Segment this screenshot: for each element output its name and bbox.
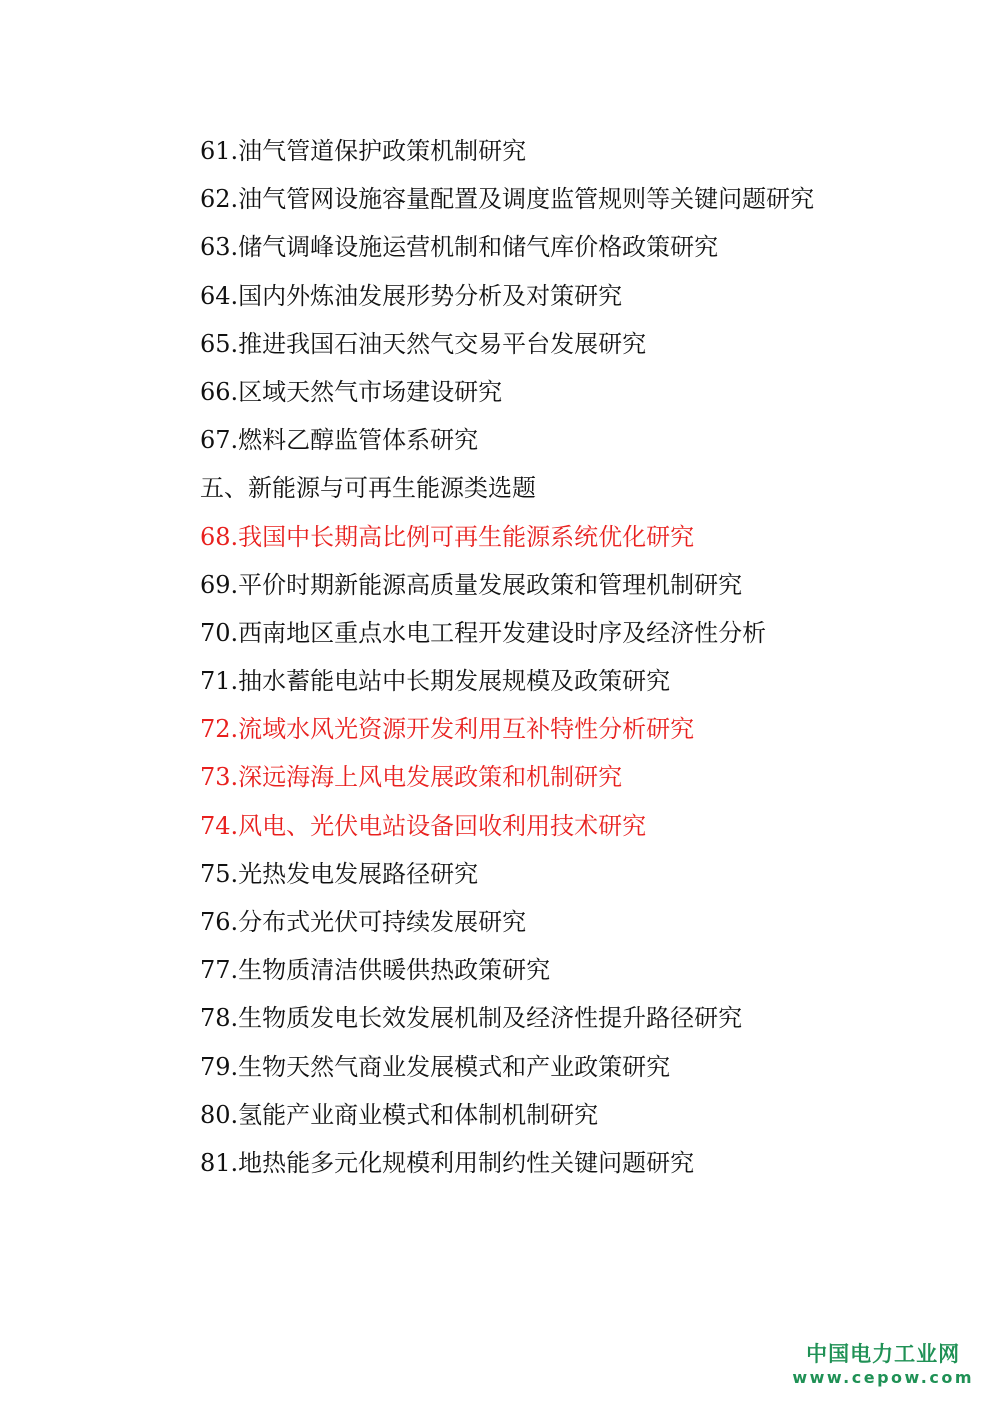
topic-item: 66.区域天然气市场建设研究 (200, 377, 503, 406)
topic-item: 69.平价时期新能源高质量发展政策和管理机制研究 (200, 570, 743, 599)
topic-list (200, 131, 960, 1191)
topic-item: 70.西南地区重点水电工程开发建设时序及经济性分析 (200, 618, 767, 647)
topic-item: 77.生物质清洁供暖供热政策研究 (200, 956, 551, 985)
section-heading: 五、新能源与可再生能源类选题 (200, 474, 536, 503)
topic-item: 63.储气调峰设施运营机制和储气库价格政策研究 (200, 233, 719, 262)
topic-item: 75.光热发电发展路径研究 (200, 859, 479, 888)
topic-item: 64.国内外炼油发展形势分析及对策研究 (200, 281, 623, 310)
watermark-site-url: www.cepow.com (792, 1368, 974, 1387)
topic-item: 67.燃料乙醇监管体系研究 (200, 426, 479, 455)
topic-item: 61.油气管道保护政策机制研究 (200, 137, 527, 165)
topic-item: 79.生物天然气商业发展模式和产业政策研究 (200, 1052, 671, 1081)
topic-item: 65.推进我国石油天然气交易平台发展研究 (200, 329, 647, 358)
topic-item: 78.生物质发电长效发展机制及经济性提升路径研究 (200, 1004, 743, 1033)
topic-item: 62.油气管网设施容量配置及调度监管规则等关键问题研究 (200, 185, 815, 214)
topic-item: 76.分布式光伏可持续发展研究 (200, 908, 527, 936)
site-watermark (792, 1341, 974, 1389)
topic-item: 68.我国中长期高比例可再生能源系统优化研究 (200, 522, 695, 551)
topic-item: 74.风电、光伏电站设备回收利用技术研究 (200, 811, 647, 840)
topic-item: 72.流域水风光资源开发利用互补特性分析研究 (200, 715, 695, 744)
watermark-site-name: 中国电力工业网 (806, 1342, 961, 1366)
topic-item: 73.深远海海上风电发展政策和机制研究 (200, 763, 623, 792)
topic-item: 71.抽水蓄能电站中长期发展规模及政策研究 (200, 667, 671, 696)
topic-item: 81.地热能多元化规模利用制约性关键问题研究 (200, 1148, 695, 1177)
topic-item: 80.氢能产业商业模式和体制机制研究 (200, 1100, 599, 1129)
